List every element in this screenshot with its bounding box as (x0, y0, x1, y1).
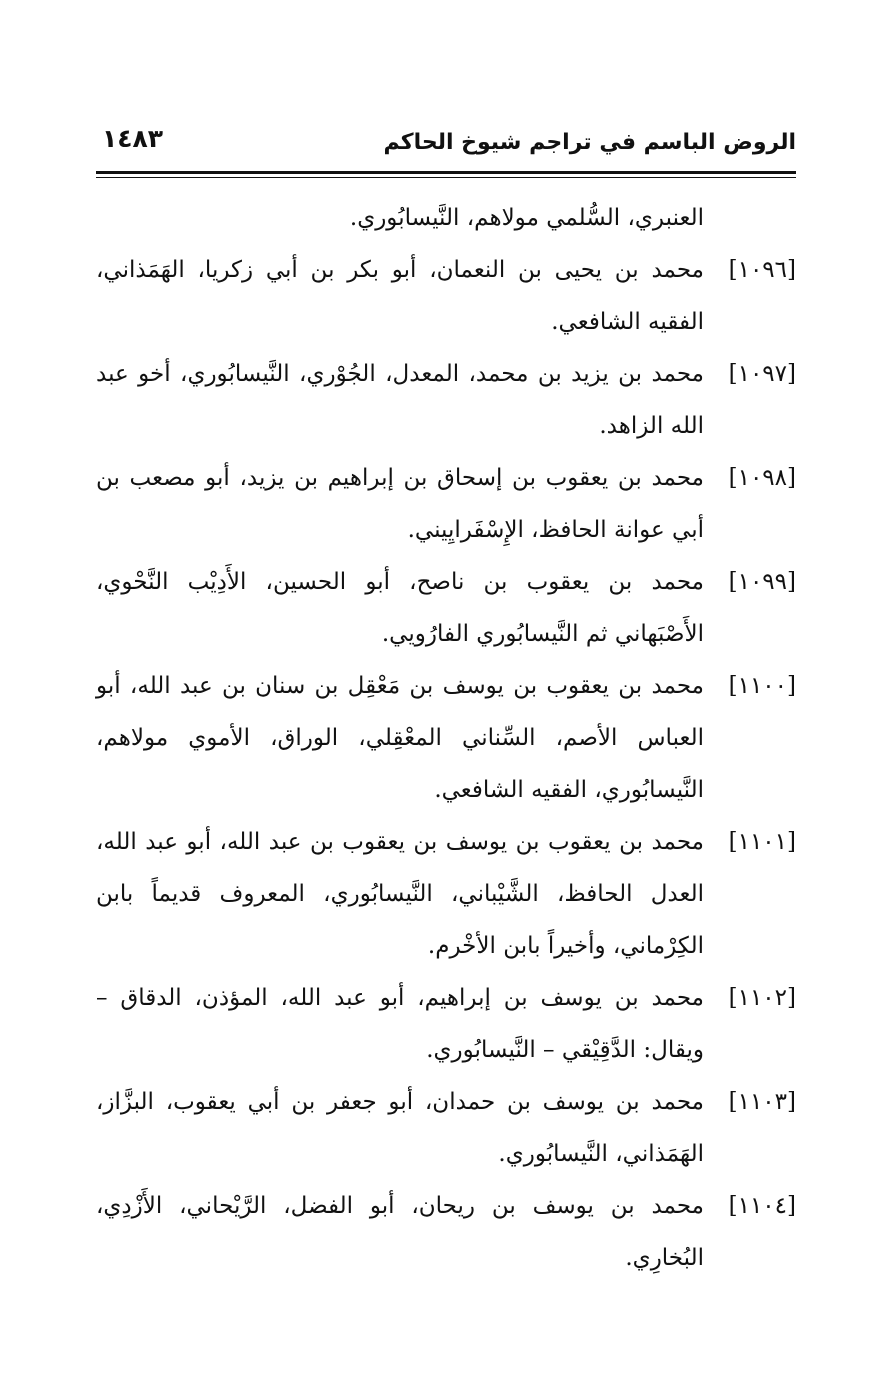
page-number: ١٤٨٣ (102, 124, 164, 153)
entry-text: محمد بن يوسف بن ريحان، أبو الفضل، الرَّيْحاني، الأَزْدِي، البُخارِي. (96, 1193, 704, 1271)
entry-text: محمد بن يعقوب بن يوسف بن مَعْقِل بن سنان بن عبد الله، أبو العباس الأصم، السِّناني المعْقِلي، الوراق، الأموي مولاهم، النَّيسابُوري، الفقيه الشافعي. (96, 673, 704, 803)
entry-number: [١١٠١] (728, 829, 796, 855)
entry-number: [١٠٩٩] (728, 569, 796, 595)
book-title: الروض الباسم في تراجم شيوخ الحاكم (383, 130, 796, 155)
entry-1101 (96, 816, 796, 972)
entry-number: [١٠٩٦] (728, 257, 796, 283)
entry-text: محمد بن يزيد بن محمد، المعدل، الجُوْري، النَّيسابُوري، أخو عبد الله الزاهد. (96, 361, 704, 439)
entries-body (96, 192, 796, 1284)
header-rule-thin (96, 177, 796, 178)
entry-text: محمد بن يوسف بن حمدان، أبو جعفر بن أبي يعقوب، البزَّاز، الهَمَذاني، النَّيسابُوري. (96, 1089, 704, 1167)
entry-1100 (96, 660, 796, 816)
entry-text: محمد بن يعقوب بن ناصح، أبو الحسين، الأَدِيْب النَّحْوي، الأَصْبَهاني ثم النَّيسابُوري الفارُويي. (96, 569, 704, 647)
running-header (96, 120, 796, 166)
entry-number: [١١٠٢] (728, 985, 796, 1011)
entry-text: محمد بن يعقوب بن إسحاق بن إبراهيم بن يزيد، أبو مصعب بن أبي عوانة الحافظ، الإِسْفَرايِيني. (96, 465, 704, 543)
entry-number: [١٠٩٨] (728, 465, 796, 491)
entry-1103 (96, 1076, 796, 1180)
entry-number: [١١٠٣] (728, 1089, 796, 1115)
entry-text: محمد بن يعقوب بن يوسف بن يعقوب بن عبد الله، أبو عبد الله، العدل الحافظ، الشَّيْباني، النَّيسابُوري، المعروف قديماً بابن الكِرْماني، وأخيراً بابن الأخْرم. (96, 829, 704, 959)
entry-1097 (96, 348, 796, 452)
entry-1098 (96, 452, 796, 556)
entry-1104 (96, 1180, 796, 1284)
header-rule-thick (96, 171, 796, 174)
entry-number: [١٠٩٧] (728, 361, 796, 387)
entry-number: [١١٠٠] (728, 673, 796, 699)
entry-text: محمد بن يحيى بن النعمان، أبو بكر بن أبي زكريا، الهَمَذاني، الفقيه الشافعي. (96, 257, 704, 335)
entry-1099 (96, 556, 796, 660)
entry-number: [١١٠٤] (728, 1193, 796, 1219)
entry-1102 (96, 972, 796, 1076)
entry-1096 (96, 244, 796, 348)
continuation-line: العنبري، السُّلمي مولاهم، النَّيسابُوري. (349, 205, 704, 231)
entry-text: محمد بن يوسف بن إبراهيم، أبو عبد الله، المؤذن، الدقاق – ويقال: الدَّقِيْقي – النَّيسابُوري. (96, 985, 704, 1063)
